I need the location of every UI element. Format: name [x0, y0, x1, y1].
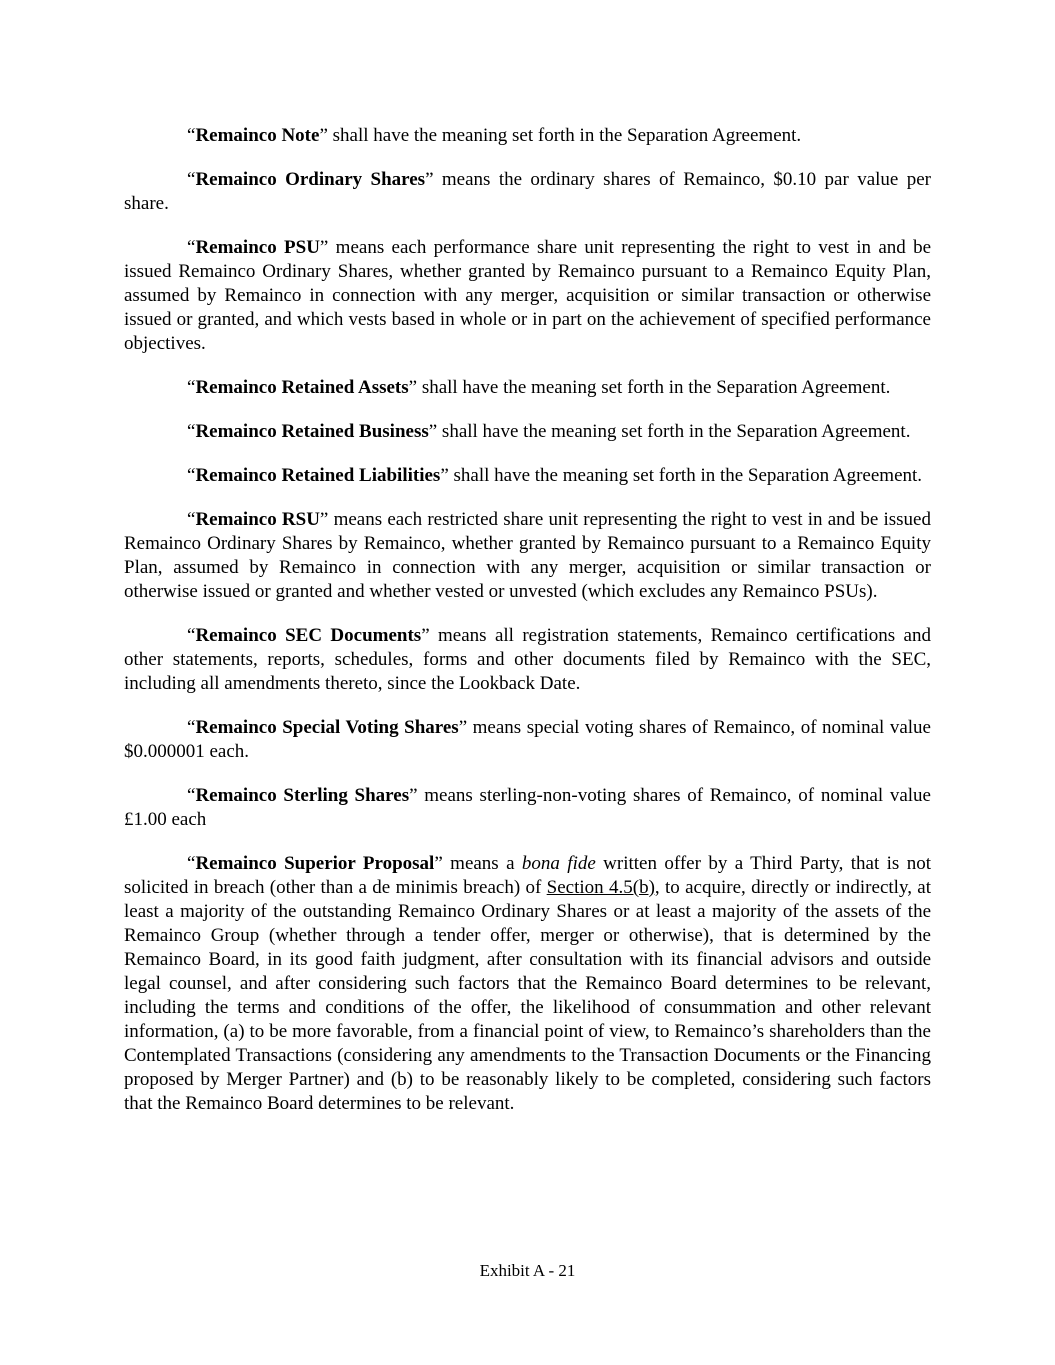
definition-text: shall have the meaning set forth in the Separation Agreement. — [327, 125, 802, 146]
definition-remainco-retained-assets: “Remainco Retained Assets” shall have the meaning set forth in the Separation Agreement. — [187, 377, 891, 398]
document-body — [124, 124, 931, 1136]
definition-text: written offer by a Third Party, that is not solicited in breach (other than a de minimis breach) of — [124, 853, 931, 898]
definition-text: means all registration statements, Remainco certifications and other statements, reports, schedules, forms and other documents filed by Remainco with the SEC, including all amendments thereto, since the Lookback Date. — [124, 625, 931, 694]
defined-term: Remainco Ordinary Shares — [195, 169, 426, 190]
definition-text: shall have the meaning set forth in the Separation Agreement. — [448, 465, 923, 486]
section-reference-link[interactable]: Section 4.5(b) — [546, 877, 655, 898]
defined-term: Remainco Retained Business — [195, 421, 429, 442]
definition-text: shall have the meaning set forth in the Separation Agreement. — [417, 377, 891, 398]
defined-term: Remainco RSU — [195, 509, 320, 530]
italic-phrase: bona fide — [521, 853, 596, 874]
defined-term: Remainco PSU — [195, 237, 320, 258]
definition-remainco-retained-business: “Remainco Retained Business” shall have the meaning set forth in the Separation Agreement. — [187, 421, 911, 442]
definition-remainco-retained-liabilities: “Remainco Retained Liabilities” shall have the meaning set forth in the Separation Agreement. — [187, 465, 923, 486]
definition-remainco-superior-proposal: “Remainco Superior Proposal” means a bona fide written offer by a Third Party, that is not solicited in breach (other than a de minimis breach) of Section 4.5(b), to acquire, directly or indirectly, at least a majority of the outstanding Remainco Ordinary Shares or at least a majority of the assets of the Remainco Group (whether through a tender offer, merger or otherwise), that is determined by the Remainco Board, in its good faith judgment, after consultation with its financial advisors and outside legal counsel, and after considering such factors that the Remainco Board determines to be relevant, including the terms and conditions of the offer, the likelihood of consummation and other relevant information, (a) to be more favorable, from a financial point of view, to Remainco’s shareholders than the Contemplated Transactions (considering any amendments to the Transaction Documents or the Financing proposed by Merger Partner) and (b) to be reasonably likely to be completed, considering such factors that the Remainco Board determines to be relevant. — [124, 853, 932, 1114]
definition-remainco-rsu: “Remainco RSU” means each restricted share unit representing the right to vest in and be issued Remainco Ordinary Shares by Remainco, whether granted by Remainco pursuant to a Remainco Equity Plan, assumed by Remainco in connection with any merger, acquisition or similar transaction or otherwise issued or granted and whether vested or unvested (which excludes any Remainco PSUs). — [124, 509, 931, 602]
definition-text: shall have the meaning set forth in the Separation Agreement. — [437, 421, 911, 442]
definition-text: , to acquire, directly or indirectly, at least a majority of the outstanding Remainco Ordinary Shares or at least a majority of the assets of the Remainco Group (whether through a tender offer, merger or otherwise), that is determined by the Remainco Board, in its good faith judgment, after consultation with its financial advisors and outside legal counsel, and after considering such factors that the Remainco Board determines to be relevant, including the terms and conditions of the offer, the likelihood of consummation and other relevant information, (a) to be more favorable, from a financial point of view, to Remainco’s shareholders than the Contemplated Transactions (considering any amendments to the Transaction Documents or the Financing proposed by Merger Partner) and (b) to be reasonably likely to be completed, considering such factors that the Remainco Board determines to be relevant. — [124, 877, 932, 1114]
definition-remainco-note: “Remainco Note” shall have the meaning set forth in the Separation Agreement. — [187, 125, 802, 146]
definition-text: means special voting shares of Remainco, of nominal value $0.000001 each. — [124, 717, 931, 762]
definition-text: means each performance share unit representing the right to vest in and be issued Remainco Ordinary Shares, whether granted by Remainco pursuant to a Remainco Equity Plan, assumed by Remainco in connection with any merger, acquisition or similar transaction or otherwise issued or granted, and which vests based in whole or in part on the achievement of specified performance objectives. — [124, 237, 932, 354]
definition-remainco-ordinary-shares: “Remainco Ordinary Shares” means the ordinary shares of Remainco, $0.10 par value per share. — [124, 169, 931, 214]
page-footer: Exhibit A - 21 — [479, 1261, 576, 1280]
definition-remainco-special-voting-shares: “Remainco Special Voting Shares” means special voting shares of Remainco, of nominal value $0.000001 each. — [124, 717, 931, 762]
defined-term: Remainco Note — [195, 125, 320, 146]
definition-remainco-psu: “Remainco PSU” means each performance share unit representing the right to vest in and be issued Remainco Ordinary Shares, whether granted by Remainco pursuant to a Remainco Equity Plan, assumed by Remainco in connection with any merger, acquisition or similar transaction or otherwise issued or granted, and which vests based in whole or in part on the achievement of specified performance objectives. — [124, 237, 932, 354]
definition-remainco-sterling-shares: “Remainco Sterling Shares” means sterling-non-voting shares of Remainco, of nominal value £1.00 each — [124, 785, 931, 830]
defined-term: Remainco Sterling Shares — [195, 785, 410, 806]
definition-text: means sterling-non-voting shares of Remainco, of nominal value £1.00 each — [124, 785, 931, 830]
definition-text: means a — [442, 853, 522, 874]
definition-remainco-sec-documents: “Remainco SEC Documents” means all registration statements, Remainco certifications and other statements, reports, schedules, forms and other documents filed by Remainco with the SEC, including all amendments thereto, since the Lookback Date. — [124, 625, 931, 694]
defined-term: Remainco Special Voting Shares — [195, 717, 459, 738]
defined-term: Remainco Retained Liabilities — [195, 465, 441, 486]
definition-text: means the ordinary shares of Remainco, $0.10 par value per share. — [124, 169, 931, 214]
defined-term: Remainco Retained Assets — [195, 377, 409, 398]
definition-text: means each restricted share unit representing the right to vest in and be issued Remainco Ordinary Shares by Remainco, whether granted by Remainco pursuant to a Remainco Equity Plan, assumed by Remainco in connection with any merger, acquisition or similar transaction or otherwise issued or granted and whether vested or unvested (which excludes any Remainco PSUs). — [124, 509, 931, 602]
defined-term: Remainco Superior Proposal — [195, 853, 435, 874]
defined-term: Remainco SEC Documents — [195, 625, 422, 646]
